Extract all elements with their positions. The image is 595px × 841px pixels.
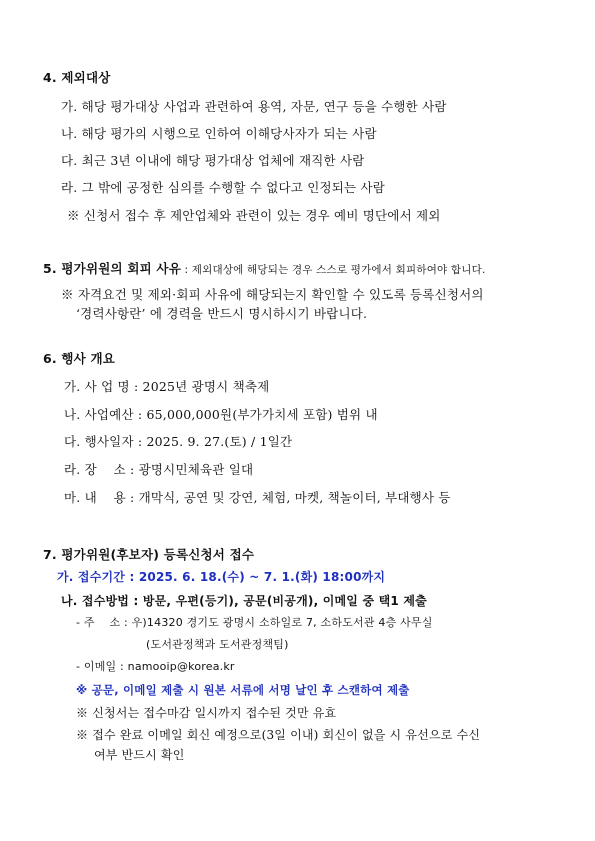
section-7-address-line-1: - 주 소 : 우)14320 경기도 광명시 소하일로 7, 소하도서관 4층 사무실: [76, 616, 433, 629]
section-6-item-2: 나. 사업예산 : 65,000,000원(부가가치세 포함) 범위 내: [64, 407, 378, 422]
section-5-heading: 5. 평가위원의 회피 사유: [43, 261, 181, 276]
section-4-item-4: 라. 그 밖에 공정한 심의를 수행할 수 없다고 인정되는 사람: [61, 180, 386, 195]
section-6-heading: 6. 행사 개요: [43, 351, 116, 366]
section-4-item-3: 다. 최근 3년 이내에 해당 평가대상 업체에 재직한 사람: [61, 153, 365, 168]
section-6-item-1: 가. 사 업 명 : 2025년 광명시 책축제: [64, 379, 270, 394]
section-4-item-2: 나. 해당 평가의 시행으로 인하여 이해당사자가 되는 사람: [61, 126, 377, 141]
section-4-item-1: 가. 해당 평가대상 사업과 관련하여 용역, 자문, 연구 등을 수행한 사람: [61, 99, 447, 114]
section-5-note-line-2: ‘경력사항란’ 에 경력을 반드시 명시하시기 바랍니다.: [76, 306, 368, 321]
section-7-address-line-2: (도서관정책과 도서관정책팀): [146, 638, 289, 651]
section-4-note: ※ 신청서 접수 후 제안업체와 관련이 있는 경우 예비 명단에서 제외: [67, 208, 441, 223]
section-7-note-1: ※ 신청서는 접수마감 일시까지 접수된 것만 유효: [76, 706, 337, 720]
section-6-item-5: 마. 내 용 : 개막식, 공연 및 강연, 체험, 마켓, 책놀이터, 부대행사 등: [64, 490, 451, 505]
section-7-email: - 이메일 : namooip@korea.kr: [76, 660, 235, 673]
section-7-heading: 7. 평가위원(후보자) 등록신청서 접수: [43, 547, 255, 562]
section-6-item-4: 라. 장 소 : 광명시민체육관 일대: [64, 462, 254, 477]
section-7-note-blue: ※ 공문, 이메일 제출 시 원본 서류에 서명 날인 후 스캔하여 제출: [76, 683, 410, 697]
section-7-note-2-line-2: 여부 반드시 확인: [94, 748, 185, 762]
section-7-note-2-line-1: ※ 접수 완료 이메일 회신 예정으로(3일 이내) 회신이 없을 시 유선으로 수신: [76, 728, 481, 742]
section-4-heading: 4. 제외대상: [43, 70, 111, 85]
section-6-item-3: 다. 행사일자 : 2025. 9. 27.(토) / 1일간: [64, 434, 293, 449]
section-5-heading-line: [43, 259, 485, 277]
section-5-note-line-1: ※ 자격요건 및 제외·회피 사유에 해당되는지 확인할 수 있도록 등록신청서의: [61, 287, 484, 302]
section-5-heading-desc: : 제외대상에 해당되는 경우 스스로 평가에서 회피하여야 합니다.: [180, 264, 486, 276]
section-7-period: 가. 접수기간 : 2025. 6. 18.(수) ~ 7. 1.(화) 18:00까지: [57, 570, 386, 584]
section-7-method: 나. 접수방법 : 방문, 우편(등기), 공문(비공개), 이메일 중 택1 제출: [61, 594, 427, 608]
